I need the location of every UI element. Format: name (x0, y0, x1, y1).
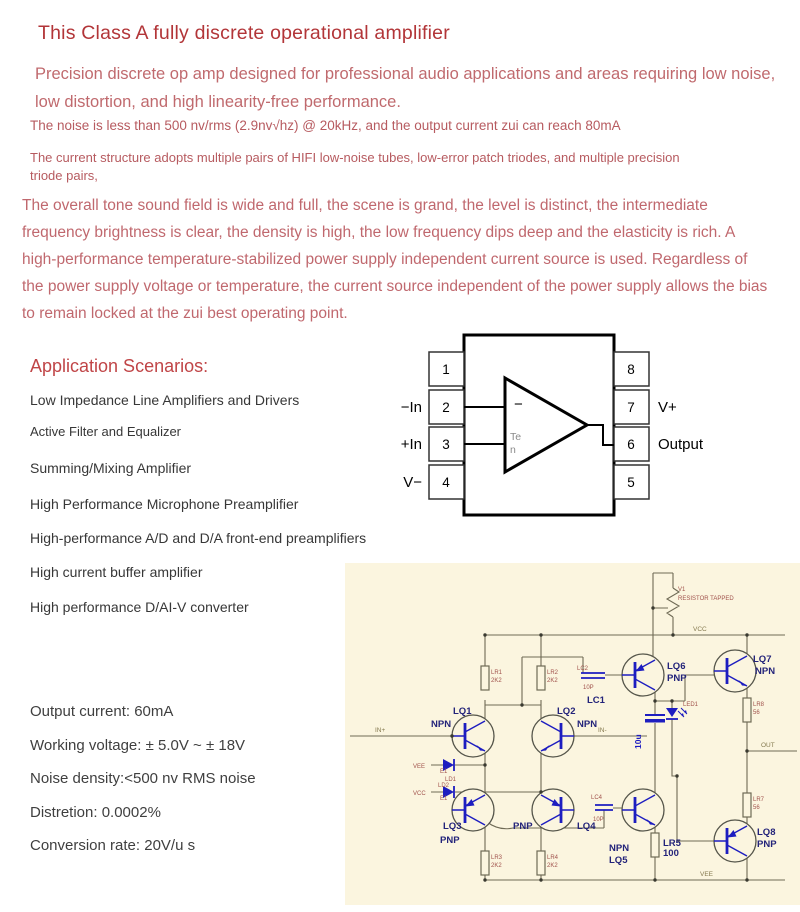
application-item: Low Impedance Line Amplifiers and Drivers (30, 392, 300, 408)
label-lq2: LQ2 (557, 706, 576, 717)
tone-paragraph: The overall tone sound field is wide and full, the scene is grand, the level is distinct, the intermediate frequency brightness is clear, the density is high, the low frequency dips deep and the elasticity is rich. A high-performance temperature-stabilized power supply independent current source is used. Regardless of the power supply voltage or temperature, the current source independent of the power supply allows the bias to remain locked at the zui best operating point. (22, 197, 768, 322)
label-lr8: LR8 (753, 702, 765, 708)
label-ld1: LD1 (445, 777, 457, 783)
pin-label-output: Output (658, 436, 704, 453)
label-10u: 10u (633, 734, 643, 749)
label-vee-rail: VEE (700, 871, 714, 878)
pin-number: 2 (442, 400, 450, 415)
label-lr1-value: 2K2 (491, 678, 502, 684)
transistor-lq8 (714, 820, 756, 862)
spec-working-voltage: Working voltage: ± 5.0V ~ ± 18V (30, 737, 246, 754)
opamp-minus-sign: − (514, 396, 523, 413)
spec-distortion: Distretion: 0.0002% (30, 804, 161, 821)
label-out: OUT (761, 742, 775, 749)
label-ld2: LD2 (438, 783, 450, 789)
label-e1: E1 (440, 769, 448, 775)
label-in-plus: IN+ (375, 727, 386, 734)
label-lq1: LQ1 (453, 706, 472, 717)
label-vcc-stub: VCC (413, 791, 426, 797)
label-lq5-type: NPN (609, 843, 630, 854)
intro-paragraph: Precision discrete op amp designed for professional audio applications and areas requiring low noise, low distortion, and high linearity-free performance. (35, 65, 776, 111)
resistor-lr4 (537, 851, 545, 875)
spec-output-current: Output current: 60mA (30, 703, 174, 720)
label-lq3: LQ3 (443, 821, 462, 832)
label-lq7-type: NPN (755, 666, 776, 677)
label-e1: E1 (440, 796, 448, 802)
label-lr3: LR3 (491, 855, 503, 861)
pin-number: 1 (442, 362, 450, 377)
application-item: High current buffer amplifier (30, 564, 203, 580)
spec-conversion-rate: Conversion rate: 20V/u s (30, 837, 196, 854)
pin-number: 3 (442, 437, 450, 452)
label-lq7: LQ7 (753, 654, 772, 665)
label-lc1-value: 10P (583, 685, 594, 691)
spec-noise-density: Noise density:<500 nv RMS noise (30, 770, 256, 787)
label-lc4-value: 10P (593, 817, 604, 823)
structure-line: The current structure adopts multiple pairs of HIFI low-noise tubes, low-error patch triodes, and multiple precision triode pairs, (30, 150, 680, 183)
label-lr7: LR7 (753, 797, 765, 803)
resistor-lr2 (537, 666, 545, 690)
pin-number: 6 (627, 437, 635, 452)
label-lr8-value: 56 (753, 710, 760, 716)
circuit-schematic (345, 563, 800, 905)
resistor-lr5 (651, 833, 659, 857)
application-item: Summing/Mixing Amplifier (30, 460, 192, 476)
label-lc1-small: LC2 (577, 666, 589, 672)
resistor-lr8 (743, 698, 751, 722)
pin-number: 4 (442, 475, 450, 490)
label-lq4-type: PNP (513, 821, 533, 832)
noise-spec-line: The noise is less than 500 nv/rms (2.9nv√hz) @ 20kHz, and the output current zui can reach 80mA (30, 118, 621, 133)
watermark-text: Te (510, 431, 522, 443)
applications-heading: Application Scenarios: (30, 356, 209, 376)
pin-label-v-plus: V+ (658, 399, 677, 416)
transistor-lq2 (532, 715, 574, 757)
label-lq3-type: PNP (440, 835, 460, 846)
label-lr7-value: 56 (753, 805, 760, 811)
label-lr2-value: 2K2 (547, 678, 558, 684)
label-lr1: LR1 (491, 670, 503, 676)
label-lq2-type: NPN (577, 719, 598, 730)
transistor-lq1 (452, 715, 494, 757)
label-lq1-type: NPN (431, 719, 452, 730)
watermark-text: n (510, 444, 516, 456)
label-lq8-type: PNP (757, 839, 777, 850)
resistor-lr1 (481, 666, 489, 690)
label-led1: LED1 (683, 702, 699, 708)
opamp-pinout-diagram (380, 328, 725, 526)
label-lq5: LQ5 (609, 855, 628, 866)
resistor-lr3 (481, 851, 489, 875)
label-lr5: LR5 (663, 838, 681, 849)
transistor-lq6 (622, 654, 664, 696)
label-lq6-type: PNP (667, 673, 687, 684)
application-item: High performance D/AI-V converter (30, 599, 249, 615)
transistor-lq5 (622, 789, 664, 831)
transistor-lq7 (714, 650, 756, 692)
label-lc1: LC1 (587, 695, 605, 706)
pin-label-minus-in: −In (400, 399, 422, 416)
page-title: This Class A fully discrete operational amplifier (38, 22, 450, 44)
pin-number: 8 (627, 362, 635, 377)
label-v1: V1 (678, 587, 686, 593)
label-lq6: LQ6 (667, 661, 686, 672)
pin-number: 7 (627, 400, 635, 415)
transistor-lq4 (532, 789, 574, 831)
application-item: High-performance A/D and D/A front-end preamplifiers (30, 530, 367, 546)
label-vcc-rail: VCC (693, 626, 707, 633)
label-v1-desc: RESISTOR TAPPED (678, 596, 734, 602)
capacitor-10u-plate (645, 719, 665, 723)
label-lr4: LR4 (547, 855, 559, 861)
pin-label-plus-in: +In (400, 436, 422, 453)
resistor-lr7 (743, 793, 751, 817)
label-in-minus: IN- (598, 727, 607, 734)
label-lr3-value: 2K2 (491, 863, 502, 869)
label-lq8: LQ8 (757, 827, 776, 838)
application-item: High Performance Microphone Preamplifier (30, 496, 299, 512)
label-vee-stub: VEE (413, 764, 426, 770)
schematic-panel (345, 563, 800, 905)
pin-number: 5 (627, 475, 635, 490)
pin-label-v-minus: V− (403, 474, 422, 491)
label-lc4: LC4 (591, 795, 603, 801)
label-lr5-value: 100 (663, 848, 679, 859)
label-lr4-value: 2K2 (547, 863, 558, 869)
label-lq4: LQ4 (577, 821, 596, 832)
label-lr2: LR2 (547, 670, 559, 676)
application-item: Active Filter and Equalizer (30, 424, 182, 439)
